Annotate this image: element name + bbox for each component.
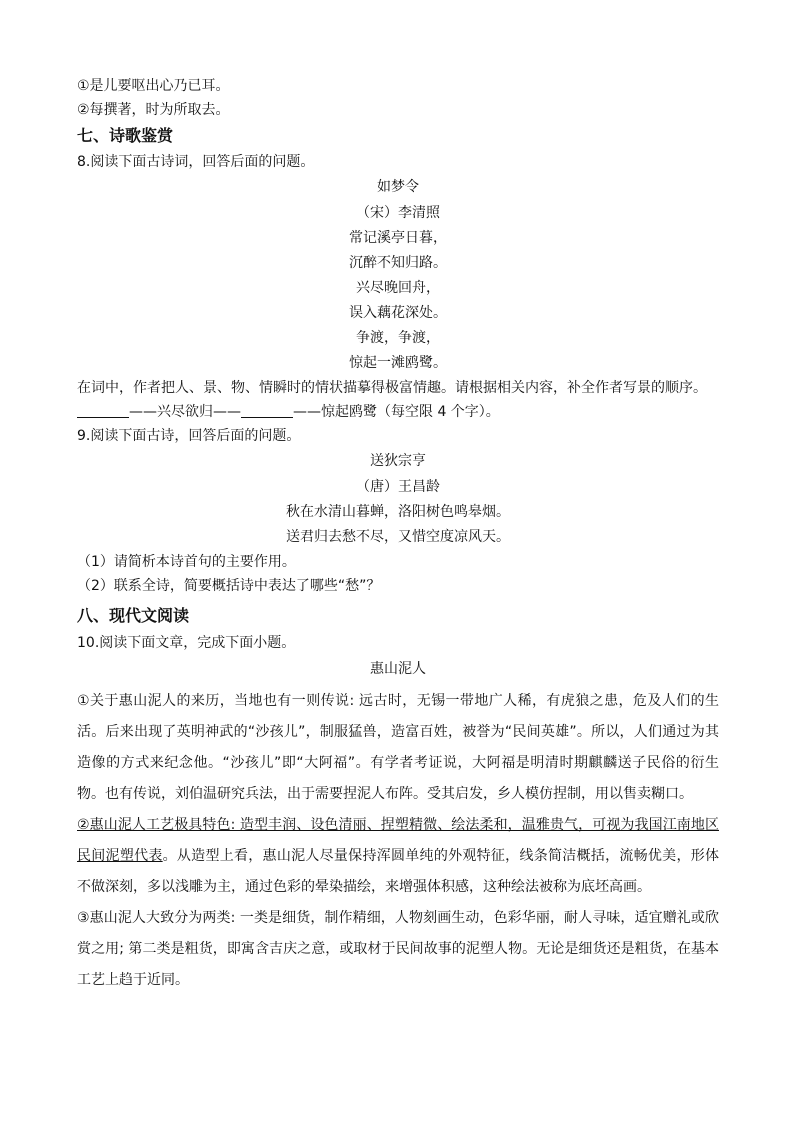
question-prompt: 10.阅读下面文章，完成下面小题。	[77, 635, 296, 651]
answer-blank[interactable]	[241, 403, 293, 418]
fill-text: ——惊起鸥鹭（每空限 4 个字）。	[293, 404, 500, 420]
poem-verse: 惊起一滩鸥鹭。	[349, 355, 447, 371]
poem-title: 如梦令	[377, 179, 419, 195]
poem-author: （唐）王昌龄	[356, 479, 440, 495]
fill-blank-line	[77, 400, 719, 424]
question-prompt: 9.阅读下面古诗，回答后面的问题。	[77, 428, 301, 444]
fill-text: ——兴尽欲归——	[129, 404, 241, 420]
article-paragraph-1: ①关于惠山泥人的来历，当地也有一则传说: 远古时，无锡一带地广人稀，有虎狼之患，危及人们的生活。后来出现了英明神武的“沙孩儿”，制服猛兽，造富百姓，被誉为“民间英雄”。所以，人们通过为其造像的方式来纪念他。“沙孩儿”即“大阿福”。有学者考证说，大阿福是明清时期麒麟送子民俗的衍生物。也有传说，刘伯温研究兵法，出于需要捏泥人布阵。受其启发，乡人模仿捏制，用以售卖糊口。	[77, 693, 719, 802]
sub-question: （2）联系全诗，简要概括诗中表达了哪些“愁”？	[77, 578, 381, 594]
underlined-sentence: ②惠山泥人工艺极具特色: 造型丰润、设色清丽、捏塑精微、绘法柔和，温雅贵气，可视为我国江南地区民间泥塑代表	[77, 817, 719, 864]
poem-verse: 误入藕花深处。	[349, 305, 447, 321]
sub-question: （1）请简析本诗首句的主要作用。	[77, 554, 296, 570]
document-page	[77, 74, 719, 996]
article-title: 惠山泥人	[370, 661, 426, 677]
question-text: 在词中，作者把人、景、物、情瞬时的情状描摹得极富情趣。请根据相关内容，补全作者写景的顺序。	[77, 380, 707, 396]
article-paragraph-2	[77, 810, 719, 903]
section-heading-poetry: 七、诗歌鉴赏	[77, 126, 174, 145]
poem-author: （宋）李清照	[356, 205, 440, 221]
poem-verse: 常记溪亭日暮，	[349, 230, 447, 246]
article-paragraph-3: ③惠山泥人大致分为两类: 一类是细货，制作精细，人物刻画生动，色彩华丽，耐人寻味，适宜赠礼或欣赏之用; 第二类是粗货，即寓含吉庆之意，或取材于民间故事的泥塑人物。无论是细货还是粗货，在基本工艺上趋于近同。	[77, 910, 719, 988]
poem-verse: 争渡，争渡，	[356, 330, 440, 346]
poem-verse: 送君归去愁不尽，又惜空度凉风天。	[286, 529, 510, 545]
paragraph-text: 。从造型上看，惠山泥人尽量保持浑圆单纯的外观特征，线条简洁概括，流畅优美，形体不做深刻，多以浅雕为主，通过色彩的晕染描绘，来增强体积感，这种绘法被称为底坯高画。	[77, 848, 720, 895]
poem-verse: 秋在水清山暮蝉，洛阳树色鸣皋烟。	[286, 504, 510, 520]
answer-blank[interactable]	[77, 403, 129, 418]
poem-title: 送狄宗亨	[370, 453, 426, 469]
section-heading-modern-reading: 八、现代文阅读	[77, 606, 190, 625]
question-prompt: 8.阅读下面古诗词，回答后面的问题。	[77, 154, 315, 170]
poem-verse: 兴尽晚回舟，	[356, 280, 440, 296]
poem-verse: 沉醉不知归路。	[349, 255, 447, 271]
text-line: ②每撰著，时为所取去。	[77, 102, 230, 118]
text-line: ①是儿要呕出心乃已耳。	[77, 78, 230, 94]
